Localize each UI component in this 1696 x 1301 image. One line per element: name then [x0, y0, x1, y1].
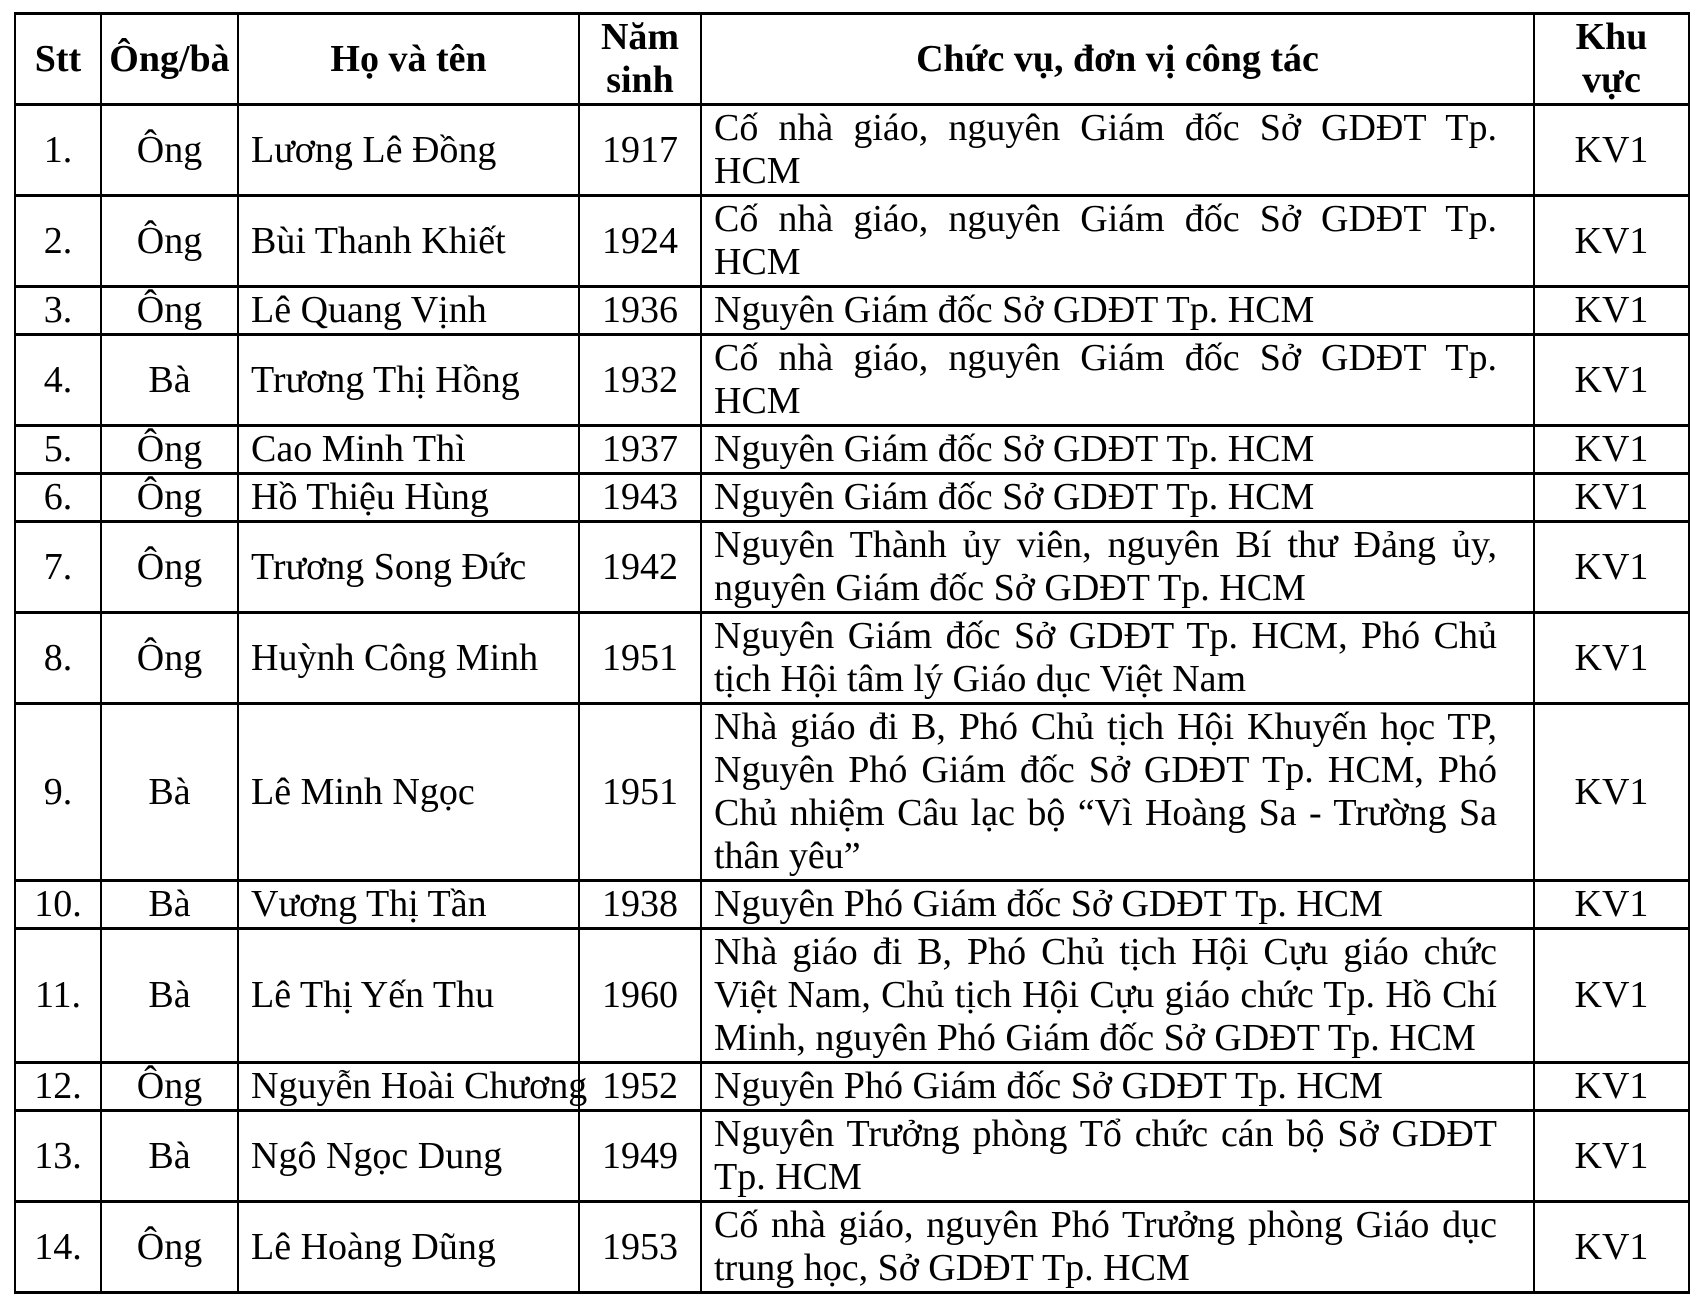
cell-stt: 8. — [15, 613, 101, 704]
table-row — [15, 613, 1689, 704]
cell-birth-year: 1937 — [579, 426, 701, 474]
header-birth-year — [579, 14, 701, 105]
cell-honorific: Bà — [101, 929, 238, 1063]
cell-region: KV1 — [1534, 196, 1689, 287]
cell-name: Lê Quang Vịnh — [238, 287, 579, 335]
cell-honorific: Ông — [101, 426, 238, 474]
cell-honorific: Ông — [101, 1202, 238, 1293]
cell-birth-year: 1938 — [579, 881, 701, 929]
cell-name: Trương Song Đức — [238, 522, 579, 613]
cell-name: Huỳnh Công Minh — [238, 613, 579, 704]
cell-stt: 5. — [15, 426, 101, 474]
cell-name: Lê Thị Yến Thu — [238, 929, 579, 1063]
cell-stt: 12. — [15, 1063, 101, 1111]
cell-region: KV1 — [1534, 105, 1689, 196]
table-row — [15, 335, 1689, 426]
cell-stt: 6. — [15, 474, 101, 522]
cell-honorific: Ông — [101, 613, 238, 704]
cell-position: Nhà giáo đi B, Phó Chủ tịch Hội Khuyến học TP, Nguyên Phó Giám đốc Sở GDĐT Tp. HCM, Phó Chủ nhiệm Câu lạc bộ “Vì Hoàng Sa - Trường Sa thân yêu” — [701, 704, 1534, 881]
cell-region: KV1 — [1534, 881, 1689, 929]
table-row — [15, 929, 1689, 1063]
cell-position: Cố nhà giáo, nguyên Giám đốc Sở GDĐT Tp. HCM — [701, 105, 1534, 196]
roster-table — [14, 12, 1690, 1294]
table-row — [15, 287, 1689, 335]
cell-stt: 4. — [15, 335, 101, 426]
cell-honorific: Ông — [101, 474, 238, 522]
cell-stt: 10. — [15, 881, 101, 929]
cell-honorific: Bà — [101, 335, 238, 426]
cell-birth-year: 1953 — [579, 1202, 701, 1293]
cell-birth-year: 1936 — [579, 287, 701, 335]
cell-birth-year: 1960 — [579, 929, 701, 1063]
header-stt: Stt — [15, 14, 101, 105]
cell-birth-year: 1952 — [579, 1063, 701, 1111]
table-row — [15, 474, 1689, 522]
cell-birth-year: 1924 — [579, 196, 701, 287]
cell-region: KV1 — [1534, 287, 1689, 335]
table-row — [15, 1063, 1689, 1111]
cell-honorific: Bà — [101, 704, 238, 881]
cell-birth-year: 1932 — [579, 335, 701, 426]
table-row — [15, 881, 1689, 929]
header-position: Chức vụ, đơn vị công tác — [701, 14, 1534, 105]
cell-birth-year: 1942 — [579, 522, 701, 613]
cell-birth-year: 1917 — [579, 105, 701, 196]
cell-honorific: Ông — [101, 522, 238, 613]
cell-name: Ngô Ngọc Dung — [238, 1111, 579, 1202]
table-row — [15, 522, 1689, 613]
table-row — [15, 426, 1689, 474]
cell-position: Nguyên Giám đốc Sở GDĐT Tp. HCM — [701, 474, 1534, 522]
cell-region: KV1 — [1534, 474, 1689, 522]
cell-name: Bùi Thanh Khiết — [238, 196, 579, 287]
header-region — [1534, 14, 1689, 105]
cell-name: Cao Minh Thì — [238, 426, 579, 474]
cell-position: Cố nhà giáo, nguyên Giám đốc Sở GDĐT Tp. HCM — [701, 335, 1534, 426]
cell-stt: 2. — [15, 196, 101, 287]
cell-stt: 11. — [15, 929, 101, 1063]
cell-birth-year: 1949 — [579, 1111, 701, 1202]
cell-region: KV1 — [1534, 704, 1689, 881]
cell-name: Trương Thị Hồng — [238, 335, 579, 426]
table-row — [15, 105, 1689, 196]
cell-position: Nguyên Thành ủy viên, nguyên Bí thư Đảng ủy, nguyên Giám đốc Sở GDĐT Tp. HCM — [701, 522, 1534, 613]
cell-birth-year: 1951 — [579, 704, 701, 881]
cell-birth-year: 1943 — [579, 474, 701, 522]
cell-birth-year: 1951 — [579, 613, 701, 704]
cell-position: Nguyên Phó Giám đốc Sở GDĐT Tp. HCM — [701, 1063, 1534, 1111]
cell-stt: 7. — [15, 522, 101, 613]
cell-position: Nguyên Giám đốc Sở GDĐT Tp. HCM — [701, 287, 1534, 335]
table-row — [15, 704, 1689, 881]
cell-name: Lê Minh Ngọc — [238, 704, 579, 881]
cell-honorific: Ông — [101, 196, 238, 287]
cell-stt: 14. — [15, 1202, 101, 1293]
cell-name: Lương Lê Đồng — [238, 105, 579, 196]
cell-region: KV1 — [1534, 1063, 1689, 1111]
cell-honorific: Ông — [101, 105, 238, 196]
cell-region: KV1 — [1534, 613, 1689, 704]
cell-region: KV1 — [1534, 426, 1689, 474]
cell-region: KV1 — [1534, 1202, 1689, 1293]
cell-name: Lê Hoàng Dũng — [238, 1202, 579, 1293]
cell-stt: 3. — [15, 287, 101, 335]
cell-honorific: Ông — [101, 287, 238, 335]
table-header-row — [15, 14, 1689, 105]
cell-honorific: Bà — [101, 1111, 238, 1202]
cell-region: KV1 — [1534, 1111, 1689, 1202]
cell-name: Vương Thị Tần — [238, 881, 579, 929]
cell-name: Hồ Thiệu Hùng — [238, 474, 579, 522]
cell-position: Nguyên Giám đốc Sở GDĐT Tp. HCM, Phó Chủ tịch Hội tâm lý Giáo dục Việt Nam — [701, 613, 1534, 704]
header-region-label: Khu vực — [1575, 16, 1648, 101]
cell-honorific: Ông — [101, 1063, 238, 1111]
header-name: Họ và tên — [238, 14, 579, 105]
cell-position: Cố nhà giáo, nguyên Giám đốc Sở GDĐT Tp. HCM — [701, 196, 1534, 287]
cell-position: Nguyên Trưởng phòng Tổ chức cán bộ Sở GDĐT Tp. HCM — [701, 1111, 1534, 1202]
table-row — [15, 196, 1689, 287]
table-row — [15, 1111, 1689, 1202]
header-honorific: Ông/bà — [101, 14, 238, 105]
cell-region: KV1 — [1534, 522, 1689, 613]
header-birth-year-label: Năm sinh — [600, 16, 680, 101]
cell-position: Nhà giáo đi B, Phó Chủ tịch Hội Cựu giáo chức Việt Nam, Chủ tịch Hội Cựu giáo chức Tp. Hồ Chí Minh, nguyên Phó Giám đốc Sở GDĐT Tp. HCM — [701, 929, 1534, 1063]
cell-stt: 1. — [15, 105, 101, 196]
cell-stt: 9. — [15, 704, 101, 881]
cell-position: Cố nhà giáo, nguyên Phó Trưởng phòng Giáo dục trung học, Sở GDĐT Tp. HCM — [701, 1202, 1534, 1293]
cell-name: Nguyễn Hoài Chương — [238, 1063, 579, 1111]
cell-position: Nguyên Phó Giám đốc Sở GDĐT Tp. HCM — [701, 881, 1534, 929]
cell-position: Nguyên Giám đốc Sở GDĐT Tp. HCM — [701, 426, 1534, 474]
cell-region: KV1 — [1534, 335, 1689, 426]
cell-region: KV1 — [1534, 929, 1689, 1063]
cell-stt: 13. — [15, 1111, 101, 1202]
cell-honorific: Bà — [101, 881, 238, 929]
table-row — [15, 1202, 1689, 1293]
